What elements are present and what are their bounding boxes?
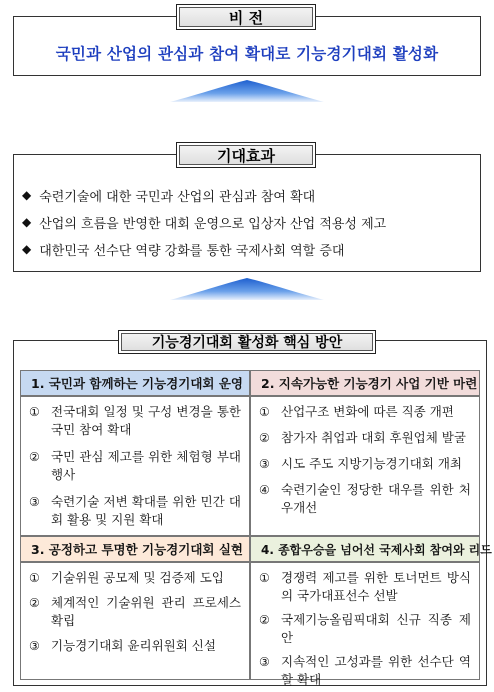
strategies-title: 기능경기대회 활성화 핵심 방안 xyxy=(118,330,376,354)
strategy-heading-1: 1. 국민과 함께하는 기능경기대회 운영 xyxy=(20,370,250,396)
list-item: ① 전국대회 일정 및 구성 변경을 통한 국민 참여 확대 xyxy=(29,404,241,437)
strategy-body-1 xyxy=(20,396,250,536)
effect-item: ◆ 숙련기술에 대한 국민과 산업의 관심과 참여 확대 xyxy=(22,188,316,205)
list-item: ③ 기능경기대회 윤리위원회 신설 xyxy=(29,638,216,653)
effect-item: ◆ 대한민국 선수단 역량 강화를 통한 국제사회 역할 증대 xyxy=(22,242,345,259)
list-item: ③ 시도 주도 지방기능경기대회 개최 xyxy=(259,456,462,471)
vision-statement: 국민과 산업의 관심과 참여 확대로 기능경기대회 활성화 xyxy=(55,45,439,63)
list-item: ① 경쟁력 제고를 위한 토너먼트 방식의 국가대표선수 선발 xyxy=(259,570,471,603)
strategy-body-4 xyxy=(250,562,480,687)
list-item: ④ 숙련기술인 정당한 대우를 위한 처우개선 xyxy=(259,482,471,515)
up-arrow-icon xyxy=(170,80,324,102)
diamond-bullet-icon: ◆ xyxy=(22,215,32,229)
strategy-body-3 xyxy=(20,562,250,680)
effect-item: ◆ 산업의 흐름을 반영한 대회 운영으로 입상자 산업 적용성 제고 xyxy=(22,215,387,232)
list-item: ② 국민 관심 제고를 위한 체험형 부대 행사 xyxy=(29,449,241,482)
list-item: ② 국제기능올림픽대회 신규 직종 제안 xyxy=(259,612,471,645)
vision-title: 비 전 xyxy=(176,4,316,30)
list-item: ③ 숙련기술 저변 확대를 위한 민간 대회 활용 및 지원 확대 xyxy=(29,494,241,527)
diamond-bullet-icon: ◆ xyxy=(22,188,32,202)
strategy-heading-2: 2. 지속가능한 기능경기 사업 기반 마련 xyxy=(250,370,480,396)
strategy-heading-4: 4. 종합우승을 넘어선 국제사회 참여와 리드 xyxy=(250,536,480,562)
list-item: ① 산업구조 변화에 따른 직종 개편 xyxy=(259,404,454,419)
effects-title: 기대효과 xyxy=(176,142,316,168)
list-item: ③ 지속적인 고성과를 위한 선수단 역할 확대 xyxy=(259,654,471,687)
up-arrow-icon xyxy=(170,278,324,300)
list-item: ② 참가자 취업과 대회 후원업체 발굴 xyxy=(259,430,466,445)
list-item: ② 체계적인 기술위원 관리 프로세스 확립 xyxy=(29,595,241,628)
strategy-body-2 xyxy=(250,396,480,536)
diamond-bullet-icon: ◆ xyxy=(22,242,32,256)
list-item: ① 기술위원 공모제 및 검증제 도입 xyxy=(29,570,224,585)
strategy-heading-3: 3. 공정하고 투명한 기능경기대회 실현 xyxy=(20,536,250,562)
